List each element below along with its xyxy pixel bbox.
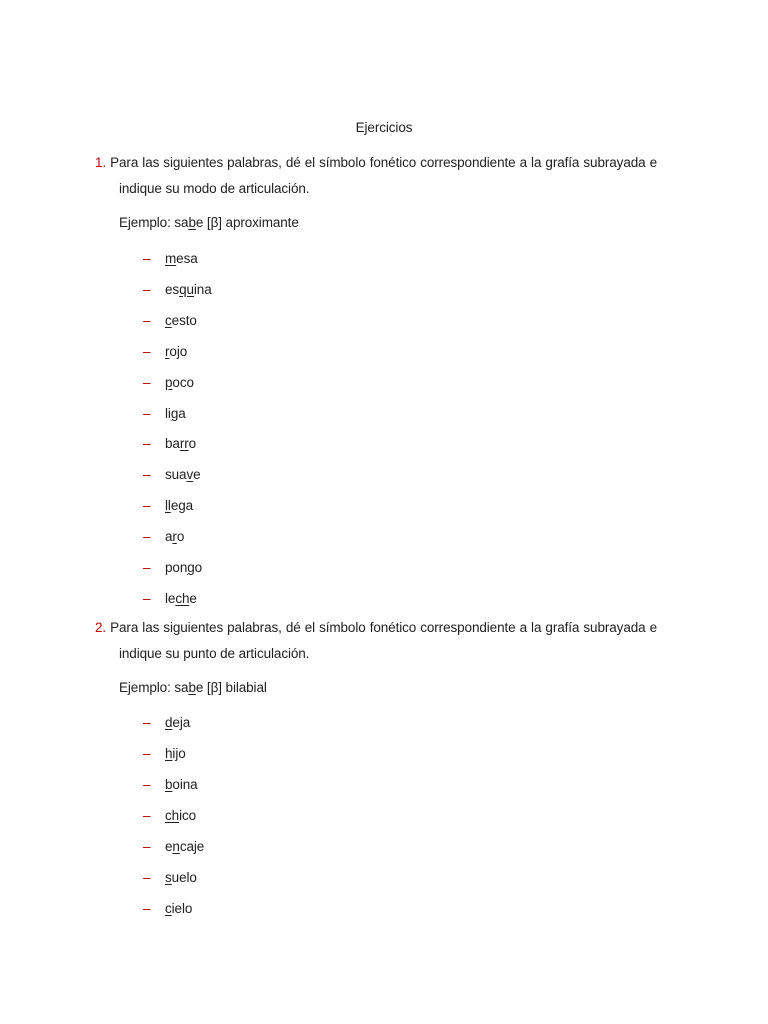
underlined-grapheme: s [165,870,172,885]
list-dash: – [143,282,151,297]
word-list-item: – poco [143,375,194,390]
word-list-item: – barro [143,436,197,451]
word-list-item: – cesto [143,313,197,328]
word-list-item: – esquina [143,282,212,297]
underlined-grapheme: g [187,560,195,575]
page-title: Ejercicios [355,120,413,135]
list-dash: – [143,901,151,916]
word-list-item: – suelo [143,870,197,885]
list-dash: – [143,746,151,761]
question-2-text: Para las siguientes palabras, dé el símbolo fonético correspondiente a la grafía subrayada e [110,620,658,635]
underlined-grapheme: v [186,467,194,482]
word-list-item: – llega [143,498,194,513]
list-dash: – [143,251,151,266]
word-list-item: – chico [143,808,197,823]
list-dash: – [143,777,151,792]
question-1-example: Ejemplo: sabe [β] aproximante [119,215,299,230]
list-dash: – [143,591,151,606]
underlined-grapheme: ll [165,498,171,513]
list-dash: – [143,808,151,823]
underlined-grapheme: g [170,406,179,421]
word-list-item: – leche [143,591,197,606]
word-list-item: – mesa [143,251,198,266]
underlined-grapheme: r [172,529,177,544]
word-list-item: – pongo [143,560,203,575]
word-list-item: – aro [143,529,185,544]
question-1-line-1 [95,154,657,172]
underlined-grapheme: ch [175,591,190,606]
word-list-item: – rojo [143,344,188,359]
word-list-item: – suave [143,467,201,482]
list-dash: – [143,406,151,421]
underlined-grapheme: p [165,375,173,390]
underlined-grapheme: h [165,746,173,761]
underlined-grapheme: b [165,777,173,792]
list-dash: – [143,313,151,328]
word-list-item: – deja [143,715,191,730]
underlined-grapheme: d [165,715,173,730]
list-dash: – [143,344,151,359]
word-list-item: – encaje [143,839,205,854]
word-list-item: – liga [143,406,186,421]
list-dash: – [143,498,151,513]
list-dash: – [143,467,151,482]
question-2-line-1 [95,619,657,637]
question-2-example: Ejemplo: sabe [β] bilabial [119,680,267,695]
word-list-item: – hijo [143,746,186,761]
list-dash: – [143,375,151,390]
word-list-item: – boina [143,777,198,792]
underlined-grapheme: n [172,839,180,854]
underlined-grapheme: rr [179,436,189,451]
list-dash: – [143,715,151,730]
list-dash: – [143,870,151,885]
question-1-line-2: indique su modo de articulación. [119,181,310,196]
underlined-grapheme: c [165,901,172,916]
question-1-text: Para las siguientes palabras, dé el símbolo fonético correspondiente a la grafía subrayada e [110,155,658,170]
underlined-grapheme: qu [179,282,194,297]
list-dash: – [143,839,151,854]
word-list-item: – cielo [143,901,193,916]
underlined-grapheme: m [165,251,177,266]
question-1-number: 1. [95,155,107,170]
list-dash: – [143,560,151,575]
question-2-number: 2. [95,620,107,635]
underlined-grapheme: c [165,313,172,328]
underlined-grapheme: ch [165,808,180,823]
list-dash: – [143,436,151,451]
list-dash: – [143,529,151,544]
question-2-line-2: indique su punto de articulación. [119,646,310,661]
underlined-grapheme: r [165,344,170,359]
